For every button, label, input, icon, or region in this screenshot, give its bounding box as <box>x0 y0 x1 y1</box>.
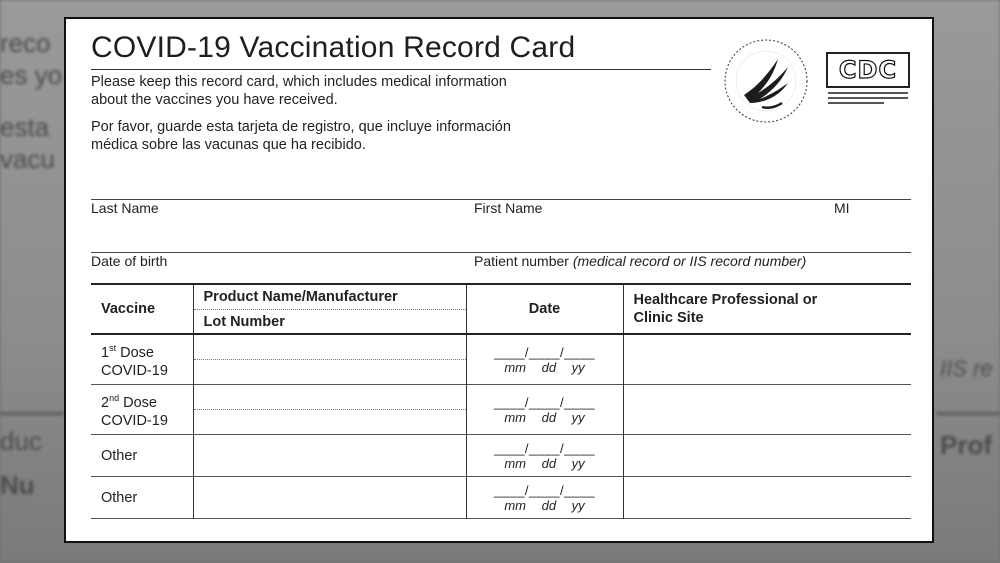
patient-number-hint: (medical record or IIS record number) <box>572 253 807 269</box>
date-blank: ____/____/____ <box>494 482 595 498</box>
intro-spanish <box>91 118 511 154</box>
mi-label: MI <box>834 200 850 216</box>
table-header <box>91 284 911 334</box>
dose-word: Dose <box>120 344 154 361</box>
date-cell[interactable] <box>466 477 623 519</box>
site-header-line: Healthcare Professional or <box>633 292 818 308</box>
site-cell[interactable] <box>623 385 911 435</box>
vaccination-record-card <box>64 17 934 543</box>
table-row <box>91 477 911 519</box>
site-header-line: Clinic Site <box>633 310 704 326</box>
vaccine-header: Vaccine <box>101 301 156 317</box>
product-cell[interactable] <box>193 385 466 435</box>
table-row <box>91 385 911 435</box>
bg-text: IIS re <box>940 356 993 381</box>
site-cell[interactable] <box>623 435 911 477</box>
dose-number: 2 <box>101 394 110 411</box>
bg-text: Prof <box>940 430 992 460</box>
lot-header-text: Lot Number <box>203 314 285 330</box>
product-cell[interactable] <box>193 435 466 477</box>
date-cell[interactable] <box>466 334 623 385</box>
dose-vaccine: COVID-19 <box>101 412 168 429</box>
cdc-logo-subtext <box>828 92 908 107</box>
dose-word: Dose <box>123 394 157 411</box>
dose-suffix: st <box>109 343 117 354</box>
date-format-label: mm dd yy <box>504 497 585 513</box>
last-name-label: Last Name <box>91 200 159 216</box>
date-cell[interactable] <box>466 435 623 477</box>
intro-line: médica sobre las vacunas que ha recibido. <box>91 137 366 153</box>
dose-number: 1 <box>101 344 110 361</box>
intro-line: about the vaccines you have received. <box>91 92 338 108</box>
bg-text: duc <box>0 426 42 456</box>
intro-english <box>91 73 507 109</box>
date-blank: ____/____/____ <box>494 344 595 360</box>
product-cell[interactable] <box>193 334 466 385</box>
product-cell[interactable] <box>193 477 466 519</box>
date-format-label: mm dd yy <box>504 359 585 375</box>
dose-label <box>91 334 193 385</box>
site-cell[interactable] <box>623 334 911 385</box>
first-name-label: First Name <box>474 200 543 216</box>
product-header <box>193 284 466 334</box>
dose-label: Other <box>101 447 138 464</box>
bg-text: vacu <box>0 144 55 174</box>
site-cell[interactable] <box>623 477 911 519</box>
table-row <box>91 435 911 477</box>
date-header: Date <box>466 284 623 334</box>
date-blank: ____/____/____ <box>494 440 595 456</box>
bg-text: Nu <box>0 470 35 500</box>
table-row <box>91 334 911 385</box>
intro-line: Please keep this record card, which includes medical information <box>91 74 507 90</box>
dose-suffix: nd <box>109 393 120 404</box>
intro-line: Por favor, guarde esta tarjeta de registro, que incluye información <box>91 119 511 135</box>
bg-text: esta <box>0 112 50 142</box>
cdc-logo <box>826 52 910 108</box>
bg-divider <box>0 412 64 415</box>
vaccination-table <box>91 283 911 519</box>
dose-label <box>91 385 193 435</box>
card-title: COVID-19 Vaccination Record Card <box>91 31 576 64</box>
title-divider <box>91 69 711 70</box>
date-format-label: mm dd yy <box>504 409 585 425</box>
cdc-logo-text: CDC <box>826 52 910 88</box>
product-header-text: Product Name/Manufacturer <box>194 285 466 310</box>
dose-vaccine: COVID-19 <box>101 362 168 379</box>
bg-divider <box>936 412 1000 415</box>
bg-text: es yo <box>0 60 63 90</box>
hhs-seal-icon <box>722 37 810 125</box>
site-header <box>623 284 911 334</box>
date-format-label: mm dd yy <box>504 455 585 471</box>
patient-number-text: Patient number <box>474 253 569 269</box>
date-cell[interactable] <box>466 385 623 435</box>
dob-label: Date of birth <box>91 253 168 269</box>
patient-number-label <box>474 253 806 269</box>
bg-text: reco <box>0 28 51 58</box>
dose-label: Other <box>101 489 138 506</box>
date-blank: ____/____/____ <box>494 394 595 410</box>
